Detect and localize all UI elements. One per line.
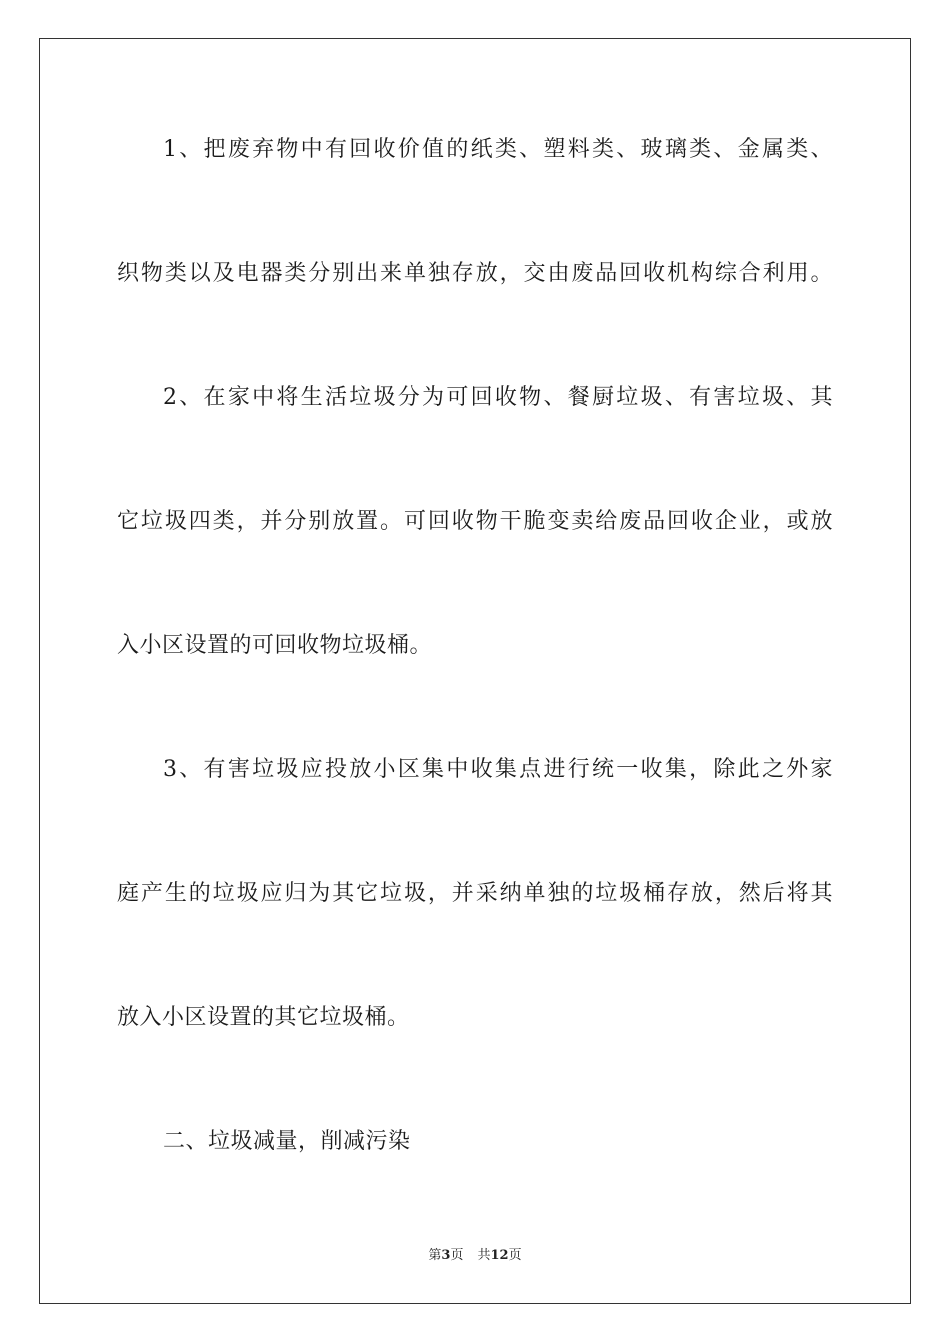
page-border — [39, 38, 911, 1304]
paragraph-line: 它垃圾四类，并分别放置。可回收物干脆变卖给废品回收企业，或放 — [117, 509, 833, 534]
paragraph-line: 庭产生的垃圾应归为其它垃圾，并采纳单独的垃圾桶存放，然后将其 — [117, 881, 833, 906]
total-pages: 12 — [490, 1248, 509, 1263]
paragraph-line: 3、有害垃圾应投放小区集中收集点进行统一收集，除此之外家 — [163, 757, 833, 782]
paragraph-line: 入小区设置的可回收物垃圾桶。 — [117, 633, 433, 658]
paragraph-line: 织物类以及电器类分别出来单独存放，交由废品回收机构综合利用。 — [117, 261, 833, 286]
page-prefix: 第 — [428, 1248, 442, 1263]
section-heading: 二、垃圾减量，削减污染 — [163, 1129, 411, 1154]
paragraph-line: 放入小区设置的其它垃圾桶。 — [117, 1005, 410, 1030]
paragraph-line: 2、在家中将生活垃圾分为可回收物、餐厨垃圾、有害垃圾、其 — [163, 385, 833, 410]
page-number: 3 — [441, 1248, 451, 1263]
total-suffix: 页 — [508, 1248, 522, 1263]
paragraph-line: 1、把废弃物中有回收价值的纸类、塑料类、玻璃类、金属类、 — [163, 137, 833, 162]
page-footer — [0, 1247, 950, 1265]
page-suffix: 页 — [450, 1248, 464, 1263]
total-prefix: 共 — [477, 1248, 491, 1263]
